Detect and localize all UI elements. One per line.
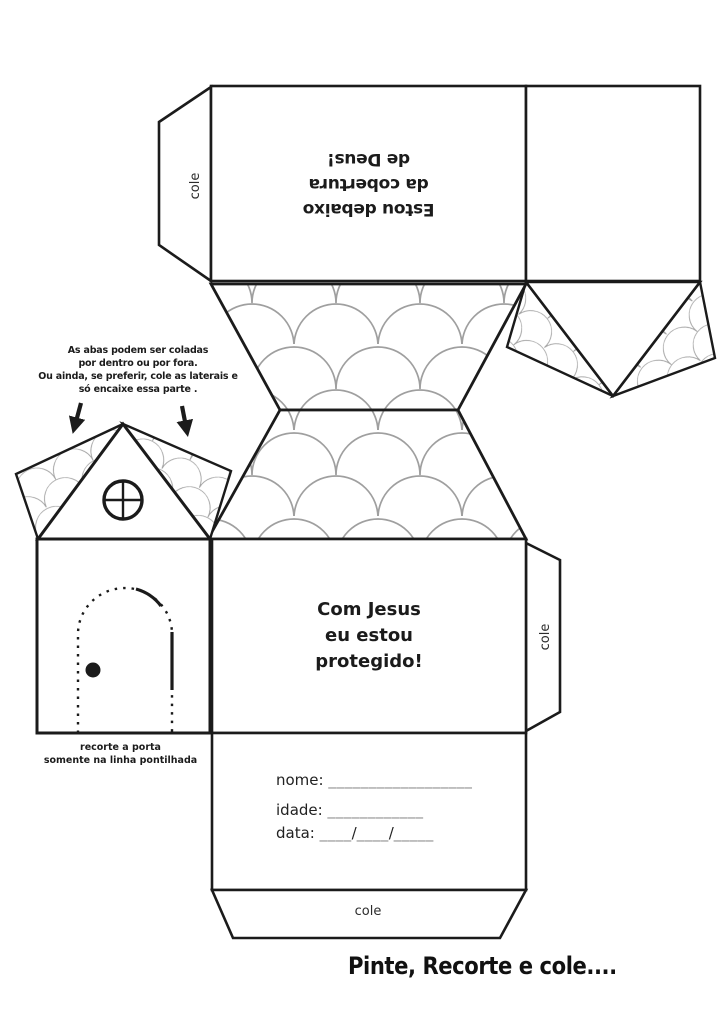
front-wall-panel [37,539,210,733]
glue-label-top: cole [188,172,203,200]
left-pointer-arrow [74,403,81,429]
footer-caption: Pinte, Recorte e cole.... [348,952,617,980]
wall-message-line: Com Jesus [317,599,421,620]
instructions-line: As abas podem ser coladas [67,345,209,356]
roof-message-panel [211,86,526,281]
date-row [276,824,434,842]
wall-message-line: eu estou [325,625,413,646]
date-slash: / [388,824,394,842]
name-write-line: __________________ [328,771,473,789]
roof-message-line: da cobertura [308,174,429,194]
date-write-line: ____ [356,824,389,842]
name-row [276,771,472,789]
date-write-line: _____ [393,824,434,842]
door-cut-note-line: recorte a porta [80,742,161,753]
back-wall-panel [526,86,700,281]
instructions-line: só encaixe essa parte . [78,384,198,395]
right-pointer-arrow [182,406,187,432]
date-label: data: [276,824,315,842]
age-write-line: ____________ [327,801,424,819]
date-slash: / [351,824,357,842]
date-write-line: ____ [319,824,352,842]
roof-panel-upper [211,284,526,410]
roof-message [303,146,434,221]
door-cut-note [28,742,213,767]
wall-message-line: protegido! [315,651,423,672]
roof-message-line: de Deus! [327,149,410,169]
age-row [276,801,423,819]
instructions-line: Ou ainda, se preferir, cole as laterais e [38,371,238,382]
door-knob [86,663,101,678]
roof-panel-lower [208,410,526,539]
age-label: idade: [276,801,323,819]
glue-label-bottom: cole [354,904,382,919]
name-label: nome: [276,771,324,789]
wall-message [315,597,422,675]
roof-message-line: Estou debaixo [302,199,435,219]
assembly-instructions [25,344,251,396]
glue-label-right: cole [538,623,553,651]
instructions-line: por dentro ou por fora. [78,358,198,369]
wall-message-panel [212,539,526,733]
door-cut-note-line: somente na linha pontilhada [43,754,198,766]
